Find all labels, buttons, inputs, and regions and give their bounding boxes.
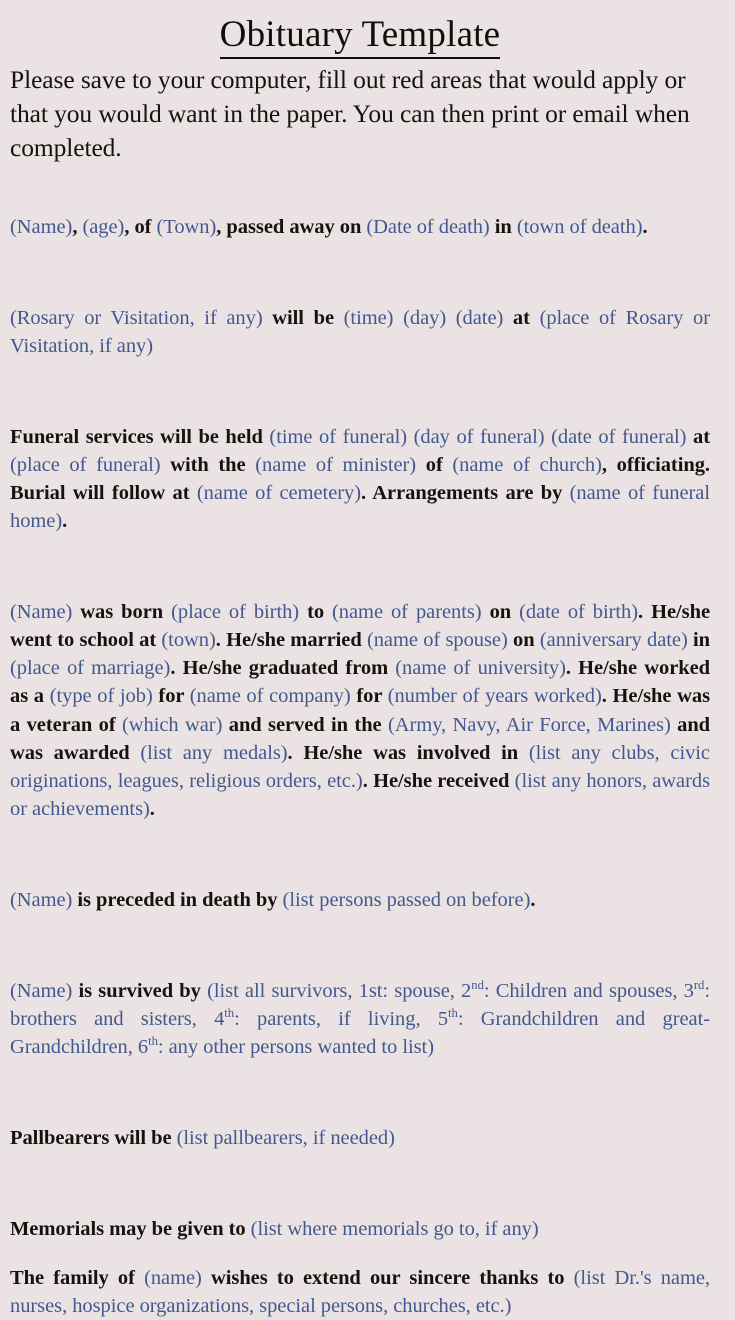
static-text: , passed away on: [216, 215, 367, 238]
field-which-war[interactable]: (which war): [122, 713, 223, 736]
field-name-of-minister[interactable]: (name of minister): [255, 453, 417, 476]
field-town-of-death[interactable]: (town of death): [516, 215, 643, 238]
static-text: . He/she received: [362, 769, 515, 792]
field-school-town[interactable]: (town): [161, 629, 216, 652]
spacer: [10, 380, 710, 402]
spacer: [10, 556, 710, 578]
static-text: Funeral services will be held: [10, 425, 270, 448]
survivors-text-1: (list all survivors, 1st: spouse, 2: [207, 979, 472, 1002]
static-text: Pallbearers will be: [10, 1127, 177, 1150]
static-text: to: [299, 601, 333, 624]
ordinal-4th: th: [224, 1006, 235, 1021]
static-text: .: [642, 215, 648, 238]
ordinal-3rd: rd: [693, 978, 705, 993]
static-text: . He/she went to school at: [10, 601, 711, 652]
static-text: .: [62, 510, 68, 533]
spacer: [10, 261, 710, 283]
field-day[interactable]: (day): [403, 306, 447, 329]
ordinal-5th: th: [448, 1006, 458, 1021]
paragraph-biography: [10, 598, 710, 823]
survivors-text-4: : parents, if living, 5: [234, 1007, 449, 1030]
ordinal-6th: th: [148, 1034, 158, 1049]
static-text: at: [686, 425, 710, 448]
field-name-of-university[interactable]: (name of university): [395, 657, 566, 680]
field-town[interactable]: (Town): [156, 215, 217, 238]
field-day-of-funeral[interactable]: (day of funeral): [413, 425, 545, 448]
static-text: ,: [72, 215, 83, 238]
static-text: The family of: [10, 1266, 145, 1289]
spacer: [10, 843, 710, 865]
field-place-of-marriage[interactable]: (place of marriage): [10, 657, 171, 680]
field-branch-of-service[interactable]: (Army, Navy, Air Force, Marines): [387, 713, 671, 736]
static-text: Memorials may be given to: [10, 1218, 251, 1241]
static-text: in: [489, 215, 517, 238]
static-text: . He/she was involved in: [287, 741, 529, 764]
field-number-of-years-worked[interactable]: (number of years worked): [387, 685, 602, 708]
spacer: [10, 165, 710, 192]
static-text: of: [416, 453, 453, 476]
static-text: . He/she married: [215, 629, 367, 652]
field-date-of-funeral[interactable]: (date of funeral): [551, 425, 687, 448]
ordinal-2nd: nd: [471, 978, 484, 993]
field-name-of-funeral-home[interactable]: (name of funeral home): [10, 482, 710, 533]
static-text: is preceded in death by: [72, 888, 283, 911]
field-date-of-death[interactable]: (Date of death): [366, 215, 490, 238]
paragraph-pallbearers: [10, 1124, 710, 1152]
paragraph-survived-by: [10, 977, 710, 1061]
static-text: with the: [160, 453, 256, 476]
page-title: [10, 14, 710, 55]
field-place-of-birth[interactable]: (place of birth): [171, 601, 300, 624]
paragraph-thanks: [10, 1264, 710, 1320]
static-text: at: [503, 306, 540, 329]
field-name-of-church[interactable]: (name of church): [452, 453, 602, 476]
paragraph-rosary: [10, 304, 710, 360]
static-text: will be: [262, 306, 344, 329]
static-text: wishes to extend our sincere thanks to: [201, 1266, 574, 1289]
field-name[interactable]: (Name): [10, 888, 73, 911]
field-name[interactable]: (name): [144, 1266, 202, 1289]
field-date-of-birth[interactable]: (date of birth): [519, 601, 639, 624]
static-text: and was awarded: [10, 713, 711, 764]
static-text: [446, 307, 456, 329]
field-where-memorials-go[interactable]: (list where memorials go to, if any): [250, 1218, 539, 1241]
spacer: [10, 1173, 710, 1195]
static-text: [393, 307, 403, 329]
page-title-text: Obituary Template: [220, 14, 501, 59]
field-name-of-company[interactable]: (name of company): [189, 685, 351, 708]
field-name[interactable]: (Name): [10, 215, 73, 238]
paragraph-announcement: [10, 213, 710, 241]
static-text: . He/she worked as a: [10, 657, 710, 708]
survivors-text-5: : Grandchildren and great-Grandchildren, 6: [10, 1007, 711, 1059]
intro-instructions: Please save to your computer, fill out red areas that would apply or that you would want in the paper. You can then print or email when completed.: [10, 65, 690, 163]
static-text: is survived by: [72, 979, 208, 1002]
paragraph-memorials: [10, 1215, 710, 1243]
field-list-thanks-recipients[interactable]: (list Dr.'s name, nurses, hospice organizations, special persons, churches, etc.): [10, 1266, 710, 1317]
field-persons-passed-before[interactable]: (list persons passed on before): [282, 888, 531, 911]
field-anniversary-date[interactable]: (anniversary date): [539, 629, 688, 652]
field-name-of-parents[interactable]: (name of parents): [332, 601, 482, 624]
field-place-of-funeral[interactable]: (place of funeral): [10, 453, 161, 476]
paragraph-funeral-services: [10, 423, 710, 535]
field-name-of-spouse[interactable]: (name of spouse): [366, 629, 508, 652]
static-text: for: [152, 685, 190, 708]
static-text: , officiating. Burial will follow at: [10, 453, 710, 505]
field-type-of-job[interactable]: (type of job): [49, 685, 153, 708]
static-text: . Arrangements are by: [361, 482, 570, 505]
static-text: on: [481, 601, 520, 624]
survivors-text-2: : Children and spouses, 3: [483, 979, 694, 1002]
static-text: for: [350, 685, 388, 708]
field-name[interactable]: (Name): [10, 979, 73, 1002]
static-text: was born: [72, 601, 172, 624]
paragraph-preceded-in-death: [10, 886, 710, 914]
spacer: [10, 934, 710, 956]
static-text: [407, 426, 414, 448]
field-place-of-rosary[interactable]: (place of Rosary or Visitation, if any): [10, 306, 711, 357]
static-text: and served in the: [222, 713, 388, 736]
field-age[interactable]: (age): [82, 215, 125, 238]
survivors-text-6: : any other persons wanted to list): [157, 1036, 434, 1059]
field-list-any-honors[interactable]: (list any honors, awards or achievements): [10, 769, 710, 820]
static-text: .: [530, 888, 536, 911]
field-time-of-funeral[interactable]: (time of funeral): [269, 425, 408, 448]
field-time[interactable]: (time): [343, 306, 394, 329]
field-date[interactable]: (date): [455, 306, 504, 329]
field-list-any-medals[interactable]: (list any medals): [140, 741, 288, 764]
survivors-text-3: : brothers and sisters, 4: [10, 979, 711, 1030]
spacer: [10, 1082, 710, 1104]
static-text: .: [149, 797, 155, 820]
static-text: . He/she graduated from: [170, 657, 396, 680]
field-list-pallbearers[interactable]: (list pallbearers, if needed): [176, 1127, 395, 1150]
static-text: in: [687, 629, 711, 652]
static-text: on: [507, 629, 540, 652]
static-text: . He/she was a veteran of: [10, 685, 711, 736]
field-name-of-cemetery[interactable]: (name of cemetery): [196, 482, 361, 505]
static-text: , of: [124, 215, 157, 238]
field-rosary-or-visitation[interactable]: (Rosary or Visitation, if any): [10, 306, 263, 329]
field-list-any-clubs[interactable]: (list any clubs, civic originations, leagues, religious orders, etc.): [10, 741, 710, 792]
field-name[interactable]: (Name): [10, 601, 73, 624]
